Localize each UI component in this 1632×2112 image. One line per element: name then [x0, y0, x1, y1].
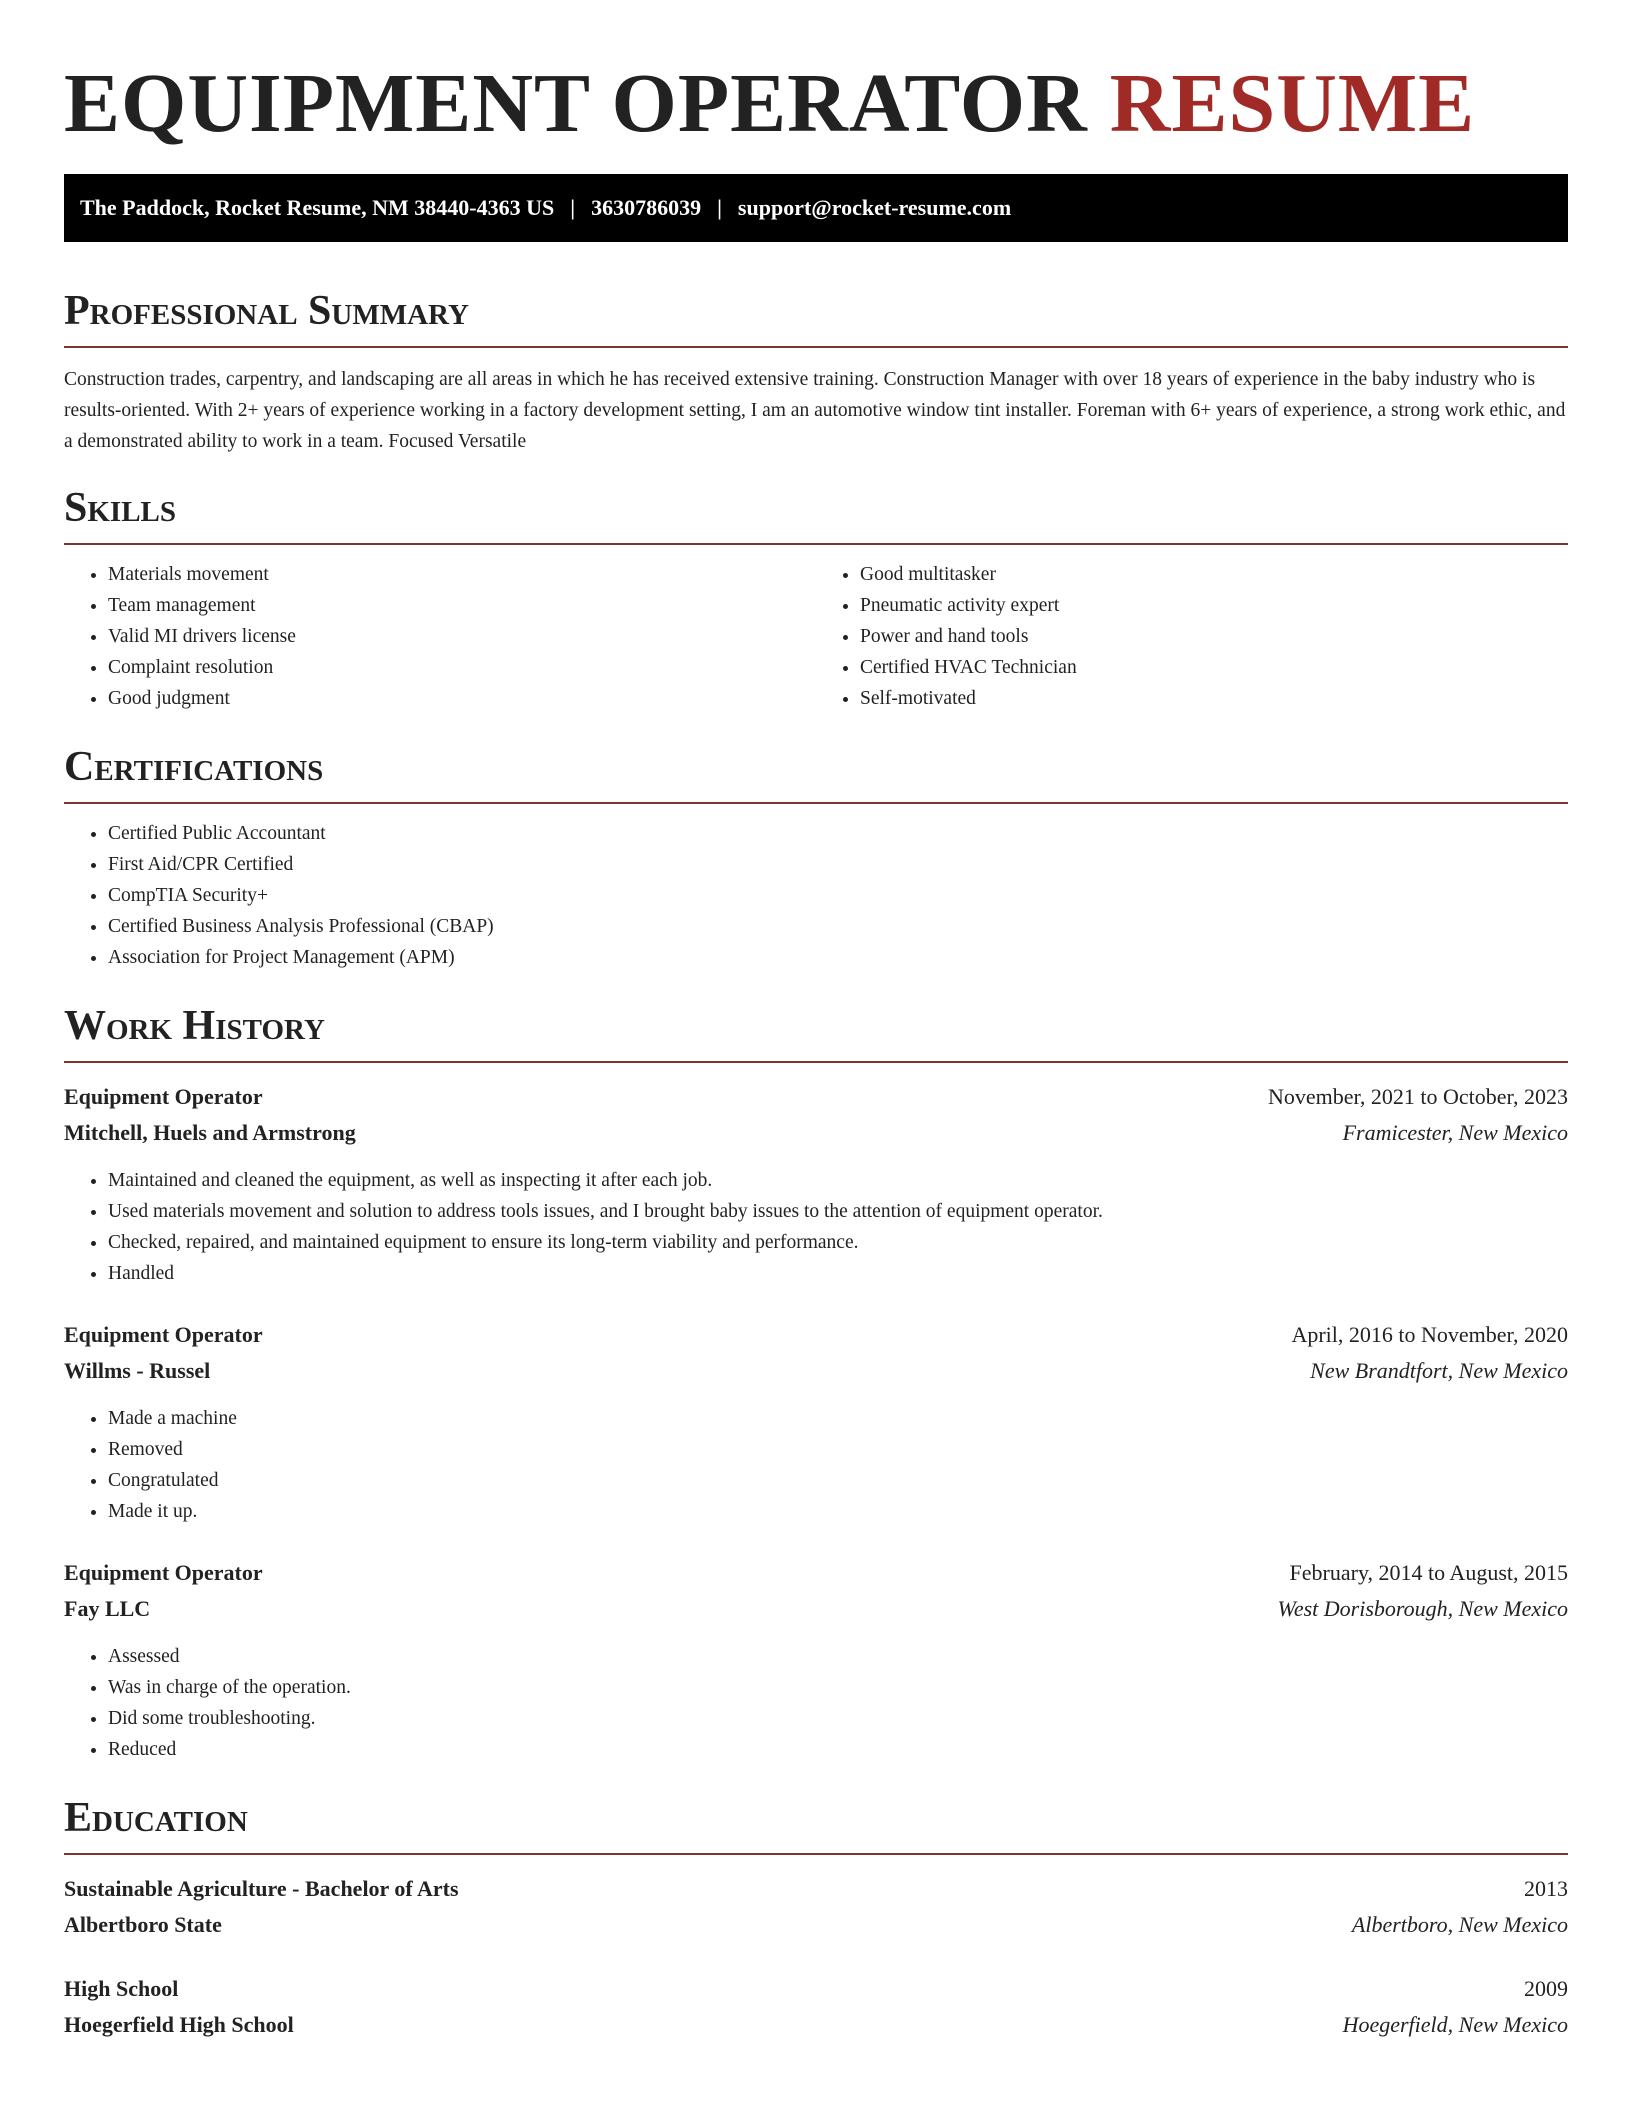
job-subheader — [64, 1591, 1568, 1627]
skill-item: • Self-motivated — [860, 683, 1568, 714]
job-title: Equipment Operator — [64, 1084, 263, 1109]
job-bullet: • Maintained and cleaned the equipment, as well as inspecting it after each job. — [108, 1165, 1568, 1196]
job-location: Framicester, New Mexico — [1342, 1120, 1568, 1145]
skill-item: • Pneumatic activity expert — [860, 590, 1568, 621]
contact-bar — [64, 174, 1568, 242]
skills-list-right — [816, 559, 1568, 714]
job-dates: February, 2014 to August, 2015 — [1289, 1560, 1568, 1585]
education-subheader — [64, 2007, 1568, 2043]
summary-section — [64, 286, 1568, 457]
certification-item: • Certified Business Analysis Professional (CBAP) — [108, 911, 1568, 942]
education-location: Albertboro, New Mexico — [1351, 1912, 1568, 1937]
education-header — [64, 1971, 1568, 2007]
skill-item: • Good multitasker — [860, 559, 1568, 590]
job-header — [64, 1555, 1568, 1591]
contact-separator: | — [717, 195, 722, 220]
certifications-heading: Certifications — [64, 742, 1568, 804]
job-bullet: • Congratulated — [108, 1465, 1568, 1496]
education-subheader — [64, 1907, 1568, 1943]
contact-separator: | — [570, 195, 576, 220]
job-bullet: • Made a machine — [108, 1403, 1568, 1434]
education-location: Hoegerfield, New Mexico — [1342, 2012, 1568, 2037]
certifications-list — [64, 818, 1568, 973]
job-subheader — [64, 1353, 1568, 1389]
summary-text: Construction trades, carpentry, and landscaping are all areas in which he has received extensive training. Construction Manager with over 18 years of experience in the baby industry who is results-oriented. With 2+ years of experience working in a factory development setting, I am an automotive window tint installer. Foreman with 6+ years of experience, a strong work ethic, and a demonstrated ability to work in a team. Focused Versatile — [64, 369, 1566, 452]
summary-heading: Professional Summary — [64, 286, 1568, 348]
job-bullet: • Made it up. — [108, 1496, 1568, 1527]
resume-title — [64, 54, 1568, 154]
work-history-section — [64, 1001, 1568, 1765]
education-degree: Sustainable Agriculture - Bachelor of Arts — [64, 1876, 459, 1901]
skill-item: • Power and hand tools — [860, 621, 1568, 652]
certifications-section — [64, 742, 1568, 973]
education-year: 2009 — [1524, 1976, 1568, 2001]
education-heading: Education — [64, 1793, 1568, 1855]
contact-address: The Paddock, Rocket Resume, NM 38440-4363 US — [80, 195, 555, 220]
job-dates: November, 2021 to October, 2023 — [1267, 1084, 1568, 1109]
job-bullet: • Used materials movement and solution to address tools issues, and I brought baby issues to the attention of equipment operator. — [108, 1196, 1568, 1227]
job-entry — [64, 1555, 1568, 1765]
skill-item: • Complaint resolution — [108, 652, 816, 683]
job-location: New Brandtfort, New Mexico — [1310, 1358, 1568, 1383]
job-bullet: • Was in charge of the operation. — [108, 1672, 1568, 1703]
job-bullet: • Assessed — [108, 1641, 1568, 1672]
job-bullets — [64, 1403, 1568, 1527]
job-bullet: • Did some troubleshooting. — [108, 1703, 1568, 1734]
title-main: EQUIPMENT OPERATOR — [64, 57, 1088, 150]
title-accent: RESUME — [1109, 57, 1476, 150]
job-bullet: • Handled — [108, 1258, 1568, 1289]
skills-heading: Skills — [64, 483, 1568, 545]
contact-phone: 3630786039 — [591, 195, 702, 220]
job-entry — [64, 1317, 1568, 1527]
skills-grid — [64, 545, 1568, 714]
skill-item: • Certified HVAC Technician — [860, 652, 1568, 683]
education-entry — [64, 1971, 1568, 2043]
skill-item: • Valid MI drivers license — [108, 621, 816, 652]
education-entry — [64, 1871, 1568, 1943]
job-header — [64, 1317, 1568, 1353]
job-company: Fay LLC — [64, 1596, 151, 1621]
job-bullet: • Checked, repaired, and maintained equipment to ensure its long-term viability and performance. — [108, 1227, 1568, 1258]
education-school: Albertboro State — [64, 1912, 222, 1937]
job-bullets — [64, 1641, 1568, 1765]
job-company: Mitchell, Huels and Armstrong — [64, 1120, 356, 1145]
job-title: Equipment Operator — [64, 1560, 263, 1585]
job-dates: April, 2016 to November, 2020 — [1291, 1322, 1568, 1347]
job-bullet: • Reduced — [108, 1734, 1568, 1765]
certification-item: • CompTIA Security+ — [108, 880, 1568, 911]
job-entry — [64, 1079, 1568, 1289]
job-location: West Dorisborough, New Mexico — [1277, 1596, 1568, 1621]
education-section — [64, 1793, 1568, 2043]
education-year: 2013 — [1524, 1876, 1568, 1901]
contact-email: support@rocket-resume.com — [737, 195, 1012, 220]
certification-item: • First Aid/CPR Certified — [108, 849, 1568, 880]
work-history-heading: Work History — [64, 1001, 1568, 1063]
education-header — [64, 1871, 1568, 1907]
skill-item: • Materials movement — [108, 559, 816, 590]
skill-item: • Team management — [108, 590, 816, 621]
education-degree: High School — [64, 1976, 179, 2001]
skills-list-left — [64, 559, 816, 714]
job-title: Equipment Operator — [64, 1322, 263, 1347]
job-header — [64, 1079, 1568, 1115]
job-bullet: • Removed — [108, 1434, 1568, 1465]
job-bullets — [64, 1165, 1568, 1289]
job-subheader — [64, 1115, 1568, 1151]
job-company: Willms - Russel — [64, 1358, 211, 1383]
skills-section — [64, 483, 1568, 714]
certification-item: • Certified Public Accountant — [108, 818, 1568, 849]
education-school: Hoegerfield High School — [64, 2012, 294, 2037]
certification-item: • Association for Project Management (APM) — [108, 942, 1568, 973]
skill-item: • Good judgment — [108, 683, 816, 714]
